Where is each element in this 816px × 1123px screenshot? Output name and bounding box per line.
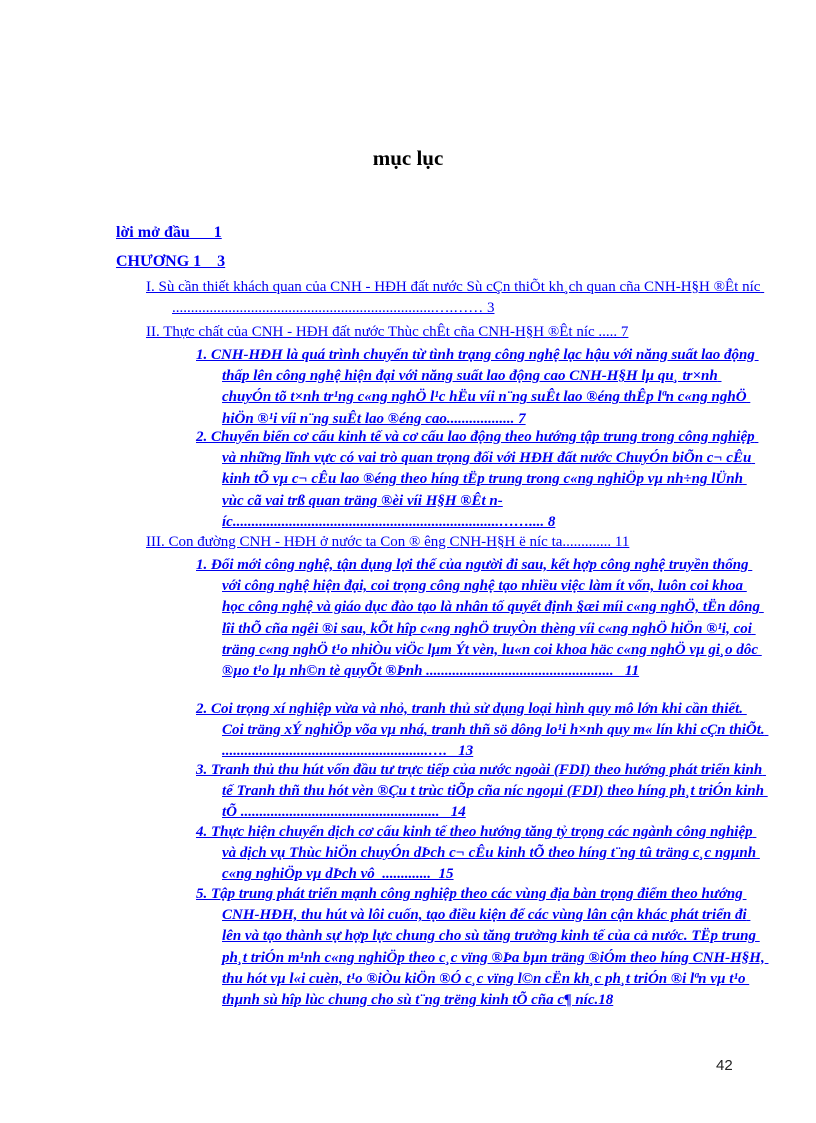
toc-entry-section-3-4[interactable]: 4. Thực hiện chuyển dịch cơ cấu kinh tế theo hướng tăng tỷ trọng các ngành công nghiệp và dịch vụ Thùc hiÖn chuyÓn dÞch c¬ cÊu kinh tÕ theo híng t¨ng tû träng c¸c ngµnh c«ng nghiÖp vµ dÞch vô ............. 15 <box>196 824 760 883</box>
toc-entry-section-2-1[interactable]: 1. CNH-HĐH là quá trình chuyển từ tình trạng công nghệ lạc hậu với năng suất lao động thấp lên công nghệ hiện đại với năng suất lao động cao CNH-H§H lµ qu¸ tr×nh chuyÓn tõ t×nh tr¹ng c«ng nghÖ l¹c hËu víi n¨ng suÊt lao ®éng thÊp lªn c«ng nghÖ hiÖn ®¹i víi n¨ng suÊt lao ®éng cao.................. 7 <box>196 347 759 427</box>
toc-entry-section-3-2[interactable]: 2. Coi trọng xí nghiệp vừa và nhỏ, tranh thủ sử dụng loại hình quy mô lớn khi cần thiết. Coi träng xÝ nghiÖp võa vµ nhá, tranh thñ sö dông lo¹i h×nh quy m« lín khi cÇn thiÕt. .......................................................…. 13 <box>196 701 769 760</box>
toc-entry-preface[interactable]: lời mở đầu 1 <box>116 224 222 241</box>
toc-entry-section-2-2[interactable]: 2. Chuyển biến cơ cấu kinh tế và cơ cấu lao động theo hướng tập trung trong công nghiệp và những lĩnh vực có vai trò quan trọng đối với HĐH đất nước ChuyÓn biÕn c¬ cÊu kinh tÕ vµ c¬ cÊu lao ®éng theo híng tËp trung trong c«ng nghiÖp vµ nh÷ng lÜnh vùc cã vai trß quan träng ®èi víi H§H ®Êt níc.......................................................................…….... 8 <box>196 429 759 530</box>
page-number: 42 <box>716 1057 733 1074</box>
toc-entry-section-3[interactable]: III. Con đường CNH - HĐH ở nước ta Con ® êng CNH-H§H ë níc ta............. 11 <box>146 534 630 550</box>
toc-entry-section-3-3[interactable]: 3. Tranh thủ thu hút vốn đầu tư trực tiếp của nước ngoài (FDI) theo hướng phát triển kinh tế Tranh thñ thu hót vèn ®Çu t trùc tiÕp cña níc ngoµi (FDI) theo híng ph¸t triÓn kinh tÕ ..................................................... 14 <box>196 762 768 821</box>
toc-entry-section-1[interactable]: I. Sù cần thiết khách quan của CNH - HĐH đất nước Sù cÇn thiÕt kh¸ch quan cña CNH-H§H ®Êt níc ......................................................................….…… 3 <box>146 279 765 317</box>
page-title: mục lục <box>372 146 444 170</box>
toc-entry-section-3-1[interactable]: 1. Đổi mới công nghệ, tận dụng lợi thế của người đi sau, kết hợp công nghệ truyền thống với công nghệ hiện đại, coi trọng công nghệ tạo nhiều việc làm ít vốn, luôn coi khoa học công nghệ và giáo dục đào tạo là nhân tố quyết định §æi míi c«ng nghÖ, tËn dông lîi thÕ cña ngêi ®i sau, kÕt hîp c«ng nghÖ truyÒn thèng víi c«ng nghÖ hiÖn ®¹i, coi träng c«ng nghÖ t¹o nhiÒu viÖc lµm Ýt vèn, lu«n coi khoa häc c«ng nghÖ vµ gi¸o dôc ®µo t¹o lµ nh©n tè quyÕt ®Þnh .................................................. 11 <box>196 557 764 680</box>
toc-entry-section-3-5[interactable]: 5. Tập trung phát triển mạnh công nghiệp theo các vùng địa bàn trọng điểm theo hướng CNH-HĐH, thu hút và lôi cuốn, tạo điều kiện để các vùng lân cận khác phát triển đi lên và tạo thành sự hợp lực chung cho sù tăng trưởng kinh tế của cả nước. TËp trung ph¸t triÓn m¹nh c«ng nghiÖp theo c¸c vïng ®Þa bµn träng ®iÓm theo híng CNH-H§H, thu hót vµ l«i cuèn, t¹o ®iÒu kiÖn ®Ó c¸c vïng l©n cËn kh¸c ph¸t triÓn ®i lªn vµ t¹o thµnh sù hîp lùc chung cho sù t¨ng trëng kinh tÕ cña c¶ níc.18 <box>196 886 769 1009</box>
toc-entry-section-2[interactable]: II. Thực chất của CNH - HĐH đất nước Thùc chÊt cña CNH-H§H ®Êt níc ..... 7 <box>146 324 629 340</box>
toc-entry-chapter-1[interactable]: CHƯƠNG 1 3 <box>116 253 226 270</box>
